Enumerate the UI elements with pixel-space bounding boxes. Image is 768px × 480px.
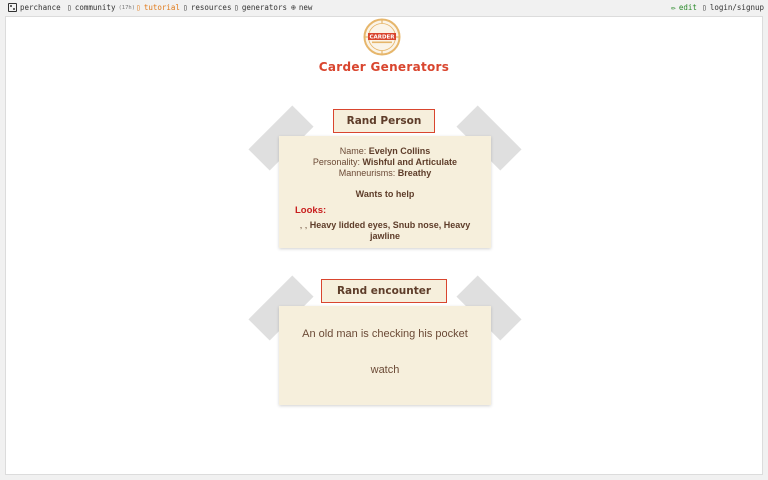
tutorial-label: tutorial xyxy=(143,3,180,12)
generators-link[interactable] xyxy=(234,3,287,12)
book-icon: ▯ xyxy=(136,2,141,12)
new-link[interactable] xyxy=(291,3,312,12)
generators-label: generators xyxy=(241,3,287,12)
edit-label: edit xyxy=(678,3,697,12)
top-nav xyxy=(0,0,768,16)
dice-icon xyxy=(8,3,17,12)
community-link[interactable] xyxy=(67,3,135,12)
chat-icon: ▯ xyxy=(67,2,72,12)
page-title: Carder Generators xyxy=(318,60,450,74)
person-name: Evelyn Collins xyxy=(368,146,431,156)
brand-link[interactable] xyxy=(8,3,61,12)
goal-line xyxy=(279,189,491,199)
resources-label: resources xyxy=(190,3,232,12)
person-personality: Wishful and Articulate xyxy=(362,157,458,167)
brand-label: perchance xyxy=(20,3,61,12)
svg-text:CARDER: CARDER xyxy=(369,34,395,41)
resources-link[interactable] xyxy=(183,3,231,12)
encounter-card xyxy=(279,306,491,405)
tutorial-link[interactable] xyxy=(136,3,180,12)
login-link[interactable] xyxy=(702,3,764,12)
plus-circle-icon: ⊕ xyxy=(291,2,296,12)
edit-link[interactable] xyxy=(671,3,697,12)
encounter-card-title[interactable]: Rand encounter xyxy=(321,279,447,303)
pencil-icon: ✏ xyxy=(671,2,676,12)
name-line: Name: Evelyn Collins xyxy=(339,146,431,156)
looks-label: Looks: xyxy=(295,205,327,216)
personality-line: Personality: Wishful and Articulate xyxy=(312,157,458,167)
user-icon: ▯ xyxy=(702,2,707,12)
person-card xyxy=(279,136,491,248)
resources-icon: ▯ xyxy=(183,2,188,12)
login-label: login/signup xyxy=(709,3,765,12)
carder-logo xyxy=(361,18,403,56)
generators-icon: ▯ xyxy=(234,2,239,12)
person-goal: Wants to help xyxy=(355,189,415,199)
looks-value: , , Heavy lidded eyes, Snub nose, Heavy jawline xyxy=(299,220,471,241)
encounter-text-2: watch xyxy=(370,364,400,376)
encounter-text-1: An old man is checking his pocket xyxy=(302,328,468,340)
new-label: new xyxy=(298,3,313,12)
mannerisms-line: Manneurisms: Breathy xyxy=(338,168,432,178)
community-label: community xyxy=(74,3,116,12)
person-card-title[interactable]: Rand Person xyxy=(333,109,435,133)
person-mannerisms: Breathy xyxy=(397,168,432,178)
community-count: (17h) xyxy=(118,4,136,11)
